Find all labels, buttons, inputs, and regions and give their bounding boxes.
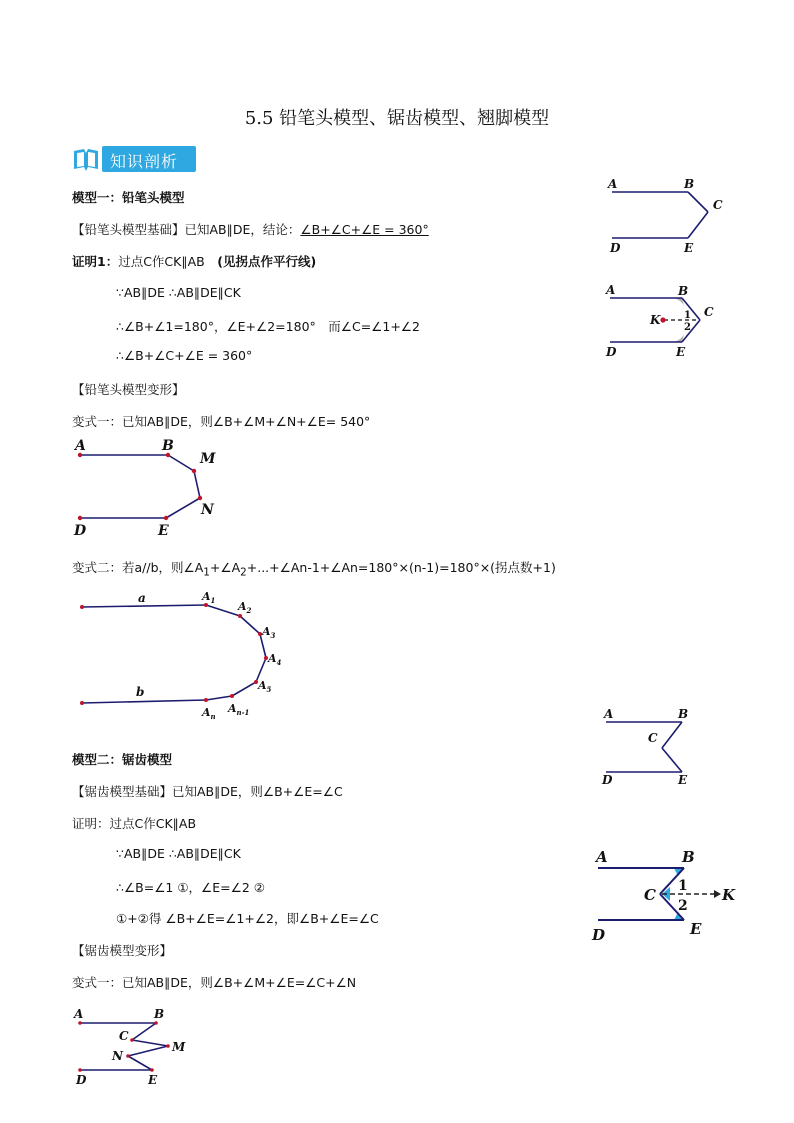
- label-E: E: [158, 523, 169, 539]
- figure-pencil-base: [600, 172, 730, 257]
- variant2-pre: 变式二：若a//b，则∠A: [72, 560, 204, 575]
- model2-heading: 模型二：锯齿模型: [72, 752, 173, 767]
- model2-variant1: 变式一：已知AB∥DE，则∠B+∠M+∠E=∠C+∠N: [72, 975, 357, 990]
- label-B: B: [678, 707, 689, 721]
- label-An1: $A_{n-1}$: [228, 702, 250, 717]
- page-title: 5.5 铅笔头模型、锯齿模型、翘脚模型: [244, 108, 550, 129]
- label-E: E: [678, 773, 688, 787]
- label-C: C: [713, 198, 723, 212]
- label-An: $A_n$: [202, 706, 216, 721]
- model2-proof: 证明：过点C作CK∥AB: [72, 816, 197, 831]
- label-A5: $A_5$: [258, 679, 272, 694]
- model1-variant2: [72, 558, 556, 579]
- label-E: E: [148, 1073, 158, 1087]
- label-2: 2: [684, 322, 691, 333]
- model1-base: [72, 220, 429, 238]
- figure-sawtooth-proof: [590, 844, 740, 944]
- label-A1: $A_1$: [202, 590, 216, 605]
- label-A: A: [75, 438, 86, 454]
- label-D: D: [602, 773, 613, 787]
- banner-box: [102, 146, 196, 172]
- model1-base-pre: 【铅笔头模型基础】已知AB∥DE，结论：: [72, 222, 301, 237]
- label-D: D: [76, 1073, 87, 1087]
- label-A2: $A_2$: [238, 600, 252, 615]
- model1-variant1: 变式一：已知AB∥DE，则∠B+∠M+∠N+∠E= 540°: [72, 414, 371, 429]
- model2-step1: ∵AB∥DE ∴AB∥DE∥CK: [116, 846, 241, 861]
- label-D: D: [74, 523, 87, 539]
- label-M: M: [172, 1040, 186, 1054]
- label-A: A: [604, 707, 614, 721]
- label-C: C: [704, 305, 714, 319]
- label-1: 1: [678, 878, 688, 894]
- label-C: C: [644, 886, 656, 904]
- label-B: B: [154, 1007, 165, 1021]
- label-B: B: [162, 438, 174, 454]
- label-C: C: [648, 731, 658, 745]
- label-A: A: [596, 848, 608, 866]
- model1-proof: [72, 252, 316, 270]
- figure-pencil-variant2: [74, 588, 294, 723]
- model1-step2: ∴∠B+∠1=180°，∠E+∠2=180° 而∠C=∠1+∠2: [116, 319, 420, 334]
- book-icon: [72, 145, 100, 173]
- label-B: B: [678, 284, 689, 298]
- label-K: K: [722, 886, 736, 904]
- label-D: D: [592, 926, 606, 944]
- variant2-rest: +...+∠An-1+∠An=180°×(n-1)=180°×(拐点数+1): [246, 560, 556, 575]
- label-b: b: [136, 685, 145, 699]
- model2-step2: ∴∠B=∠1 ①，∠E=∠2 ②: [116, 880, 265, 895]
- label-E: E: [690, 920, 702, 938]
- proof1-label: 证明1：: [72, 254, 119, 269]
- model2-step3: ①+②得 ∠B+∠E=∠1+∠2，即∠B+∠E=∠C: [116, 911, 379, 926]
- label-A: A: [74, 1007, 84, 1021]
- label-N: N: [201, 502, 214, 518]
- variant2-sub2: 2: [240, 566, 247, 579]
- label-D: D: [610, 241, 621, 255]
- label-E: E: [676, 345, 686, 359]
- section-banner: [72, 144, 196, 174]
- label-a: a: [138, 591, 146, 605]
- label-2: 2: [678, 898, 688, 914]
- figure-sawtooth-base: [600, 704, 710, 789]
- label-E: E: [684, 241, 694, 255]
- model1-heading: 模型一：铅笔头模型: [72, 190, 185, 205]
- label-B: B: [682, 848, 695, 866]
- label-B: B: [684, 177, 695, 191]
- label-C: C: [119, 1029, 129, 1043]
- label-K: K: [650, 313, 661, 327]
- label-N: N: [112, 1049, 123, 1063]
- model1-conclusion: ∠B+∠C+∠E = 360°: [300, 222, 429, 237]
- model2-base: 【锯齿模型基础】已知AB∥DE，则∠B+∠E=∠C: [72, 784, 343, 799]
- model1-variant-title: 【铅笔头模型变形】: [72, 382, 185, 397]
- banner-label: 知识剖析: [110, 152, 179, 171]
- label-A3: $A_3$: [262, 625, 276, 640]
- model1-step1: ∵AB∥DE ∴AB∥DE∥CK: [116, 285, 241, 300]
- proof1-text: 过点C作CK∥AB: [118, 254, 218, 269]
- label-1: 1: [684, 310, 691, 321]
- variant2-sub1: 1: [203, 566, 210, 579]
- label-A4: $A_4$: [268, 652, 282, 667]
- variant2-mid: +∠A: [209, 560, 241, 575]
- model1-step3: ∴∠B+∠C+∠E = 360°: [116, 348, 253, 363]
- figure-pencil-proof: [600, 282, 730, 362]
- label-A: A: [606, 283, 616, 297]
- model2-variant-title: 【锯齿模型变形】: [72, 943, 173, 958]
- label-D: D: [606, 345, 617, 359]
- figure-pencil-variant1: [70, 432, 230, 542]
- label-A: A: [608, 177, 618, 191]
- figure-sawtooth-variant1: [72, 1002, 202, 1097]
- proof1-hint: (见拐点作平行线): [217, 254, 317, 269]
- label-M: M: [200, 451, 216, 467]
